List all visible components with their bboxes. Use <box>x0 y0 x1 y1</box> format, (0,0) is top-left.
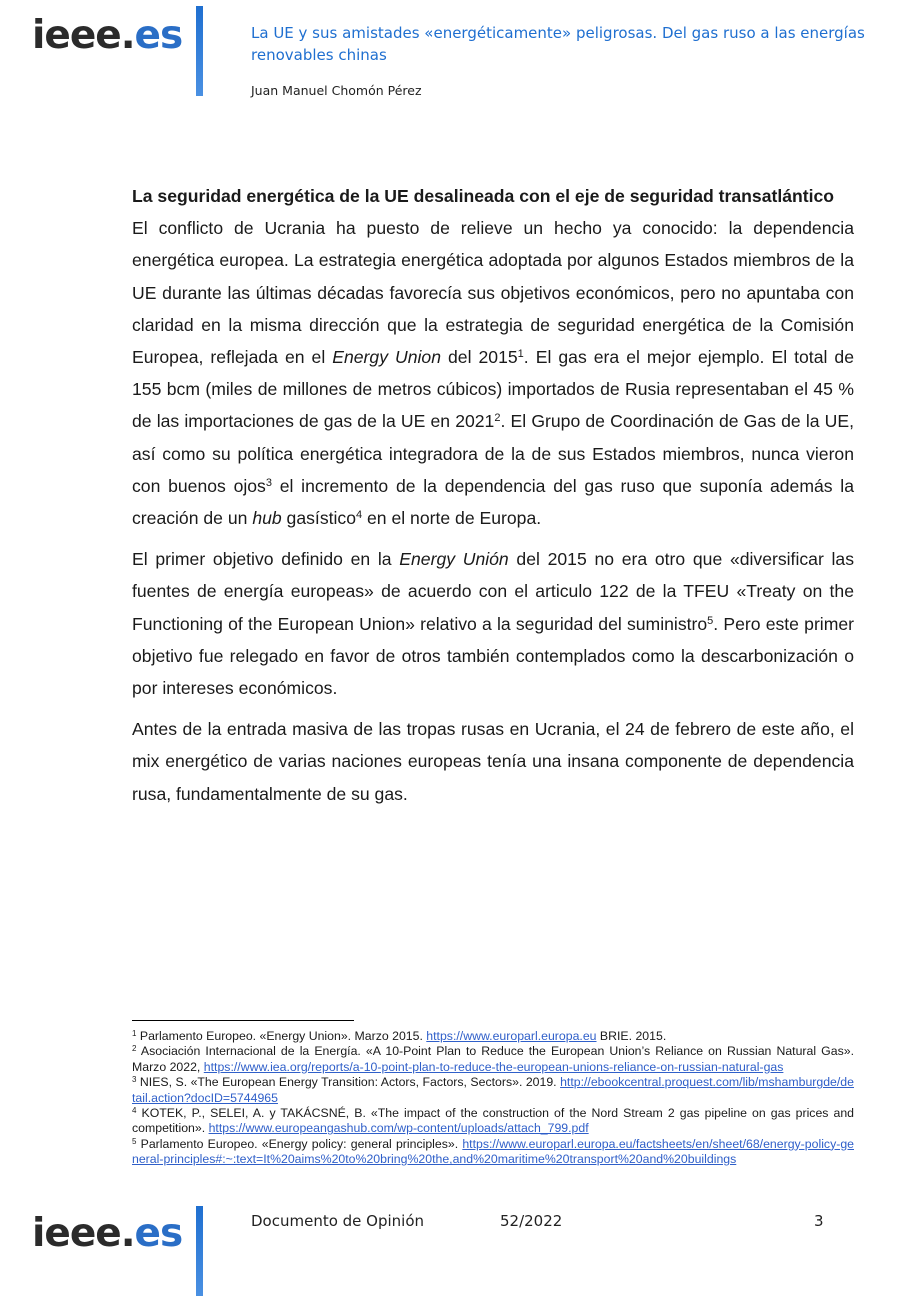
document-title: La UE y sus amistades «energéticamente» peligrosas. Del gas ruso a las energías renovables chinas <box>251 24 865 64</box>
footnote-2: $^2$ Asociación Internacional de la Energía. «A 10-Point Plan to Reduce the European Union’s Reliance on Russian Natural Gas». Marzo 2022, https://www.iea.org/reports/a-10-point-plan-to-reduce-the-european-unions-reliance-on-russian-natural-gas <box>132 1044 854 1074</box>
footer-logo-accent-text: es <box>134 1211 183 1256</box>
footer-logo-main-text: ieee. <box>32 1211 135 1256</box>
footnote-separator <box>132 1020 354 1021</box>
article-body <box>132 180 854 819</box>
footer-ieee-logo <box>32 1211 183 1256</box>
footnote-3: $^3$ NIES, S. «The European Energy Transition: Actors, Factors, Sectors». 2019. http://ebookcentral.proquest.com/lib/mshamburgde/detail.action?docID=5744965 <box>132 1075 854 1105</box>
header-accent-bar <box>196 6 203 96</box>
logo-accent-text: es <box>134 13 183 58</box>
footnote-1: $^1$ Parlamento Europeo. «Energy Union». Marzo 2015. https://www.europarl.europa.eu BRIE. 2015. <box>132 1029 667 1043</box>
paragraph-3: Antes de la entrada masiva de las tropas rusas en Ucrania, el 24 de febrero de este año, el mix energético de varias naciones europeas tenía una insana componente de dependencia rusa, fundamentalmente de su gas. <box>132 719 854 804</box>
footer-accent-bar <box>196 1206 203 1296</box>
paragraph-2: El primer objetivo definido en la Energy Unión del 2015 no era otro que «diversificar las fuentes de energía europeas» de acuerdo con el articulo 122 de la TFEU «Treaty on the Functioning of the European Union» relativo a la seguridad del suministro$^5$. Pero este primer objetivo fue relegado en favor de otros también contemplados como la descarbonización o por intereses económicos. <box>132 549 855 699</box>
footnote-2-link[interactable]: https://www.iea.org/reports/a-10-point-plan-to-reduce-the-european-unions-reliance-on-russian-natural-gas <box>203 1059 784 1074</box>
logo-main-text: ieee. <box>32 13 135 58</box>
footnote-1-link[interactable]: https://www.europarl.europa.eu <box>426 1029 597 1043</box>
footnote-ref-1[interactable]: 1 <box>517 348 524 361</box>
footnote-ref-2[interactable]: 2 <box>494 412 501 425</box>
section-heading: La seguridad energética de la UE desalineada con el eje de seguridad transatlántico <box>132 186 835 206</box>
footnotes <box>132 1029 854 1168</box>
paragraph-1: El conflicto de Ucrania ha puesto de relieve un hecho ya conocido: la dependencia energética europea. La estrategia energética adoptada por algunos Estados miembros de la UE durante las últimas décadas favorecía sus objetivos económicos, pero no apuntaba con claridad en la misma dirección que la estrategia de seguridad energética de la Comisión Europea, reflejada en el Energy Union del 2015$^1$. El gas era el mejor ejemplo. El total de 155 bcm (miles de millones de metros cúbicos) importados de Rusia representaban el 45 % de las importaciones de gas de la UE en 2021$^2$. El Grupo de Coordinación de Gas de la UE, así como su política energética integradora de la de sus Estados miembros, nunca vieron con buenos ojos$^3$ el incremento de la dependencia del gas ruso que suponía además la creación de un hub gasístico$^4$ en el norte de Europa. <box>132 218 855 529</box>
footnote-5-link[interactable]: https://www.europarl.europa.eu/factsheets/en/sheet/68/energy-policy-general-principles#:~:text=It%20aims%20to%20bring%20the,and%20maritime%20transport%20and%20buildings <box>132 1136 854 1167</box>
footer-page-number: 3 <box>814 1212 824 1230</box>
footnote-ref-4[interactable]: 4 <box>356 509 363 522</box>
footnote-3-link[interactable]: http://ebookcentral.proquest.com/lib/mshamburgde/detail.action?docID=5744965 <box>132 1075 854 1105</box>
document-author: Juan Manuel Chomón Pérez <box>251 83 422 98</box>
ieee-logo <box>32 13 183 58</box>
footer-doc-number: 52/2022 <box>500 1212 563 1230</box>
footnote-ref-5[interactable]: 5 <box>707 614 714 627</box>
footnote-ref-3[interactable]: 3 <box>265 476 272 489</box>
footnote-4: $^4$ KOTEK, P., SELEI, A. y TAKÁCSNÉ, B. «The impact of the construction of the Nord Stream 2 gas pipeline on gas prices and competition». https://www.europeangashub.com/wp-content/uploads/attach_799.pdf <box>132 1106 854 1136</box>
footnote-5: $^5$ Parlamento Europeo. «Energy policy: general principles». https://www.europarl.europa.eu/factsheets/en/sheet/68/energy-policy-general-principles#:~:text=It%20aims%20to%20bring%20the,and%20maritime%20transport%20and%20buildings <box>132 1136 854 1167</box>
footnote-4-link[interactable]: https://www.europeangashub.com/wp-content/uploads/attach_799.pdf <box>208 1121 589 1136</box>
footer-doc-type: Documento de Opinión <box>251 1212 425 1230</box>
